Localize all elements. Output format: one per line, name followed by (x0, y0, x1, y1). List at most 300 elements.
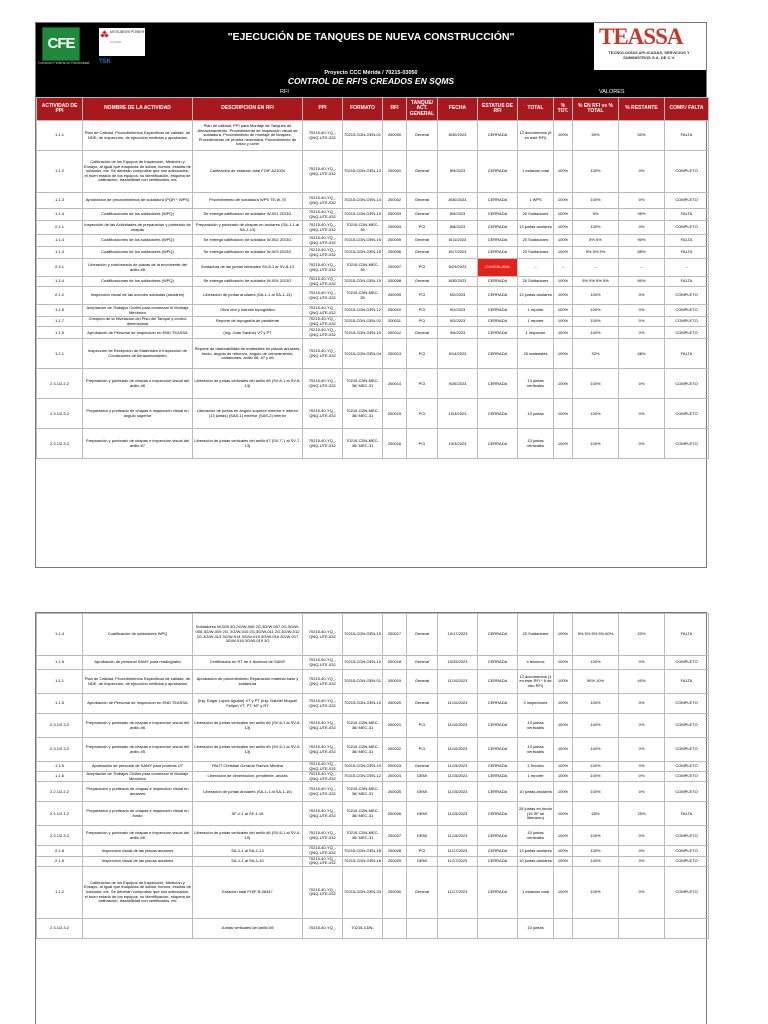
cell-estatus: CERRADA (478, 846, 518, 856)
cell-comp-falta: COMPLETO (665, 429, 709, 459)
cell-descripcion: Liberación de juntas verticales del anillo #6 (SV-6-1 al SV-6-10) (193, 826, 303, 846)
cell-estatus: CERRADA (478, 287, 518, 305)
cell-formato: 70215-CDN-GEN-15 (343, 209, 383, 221)
cell-nombre: Cualificaciones de los soldadores (WPQ) (83, 209, 193, 221)
cell-rfi: 200005 (383, 235, 407, 247)
cell-rfi: 200020 (383, 694, 407, 714)
cell-pct-rfi: 100% (573, 369, 619, 399)
cell-pct-total: 100% (554, 429, 573, 459)
cell-pct-rfi: 100% (573, 193, 619, 209)
cell-ppi: 70215-40-YQ_-QNQ-UTE-032 (303, 856, 343, 866)
cell-pct-restante: 0% (619, 782, 665, 802)
cell-fecha: 11/10/2023 (438, 670, 478, 694)
cell-comp-falta: COMPLETO (665, 714, 709, 738)
cell-total: 13 juntas anulares (518, 221, 554, 235)
cell-descripcion: Calibración de estación total FOIF A21004 (193, 151, 303, 193)
cell-pct-total: 100% (554, 209, 573, 221)
table-row (37, 247, 709, 259)
cell-descripcion: PAUT Christian Gerardo Ramos Medina (193, 762, 303, 772)
cell-pct-rfi (573, 918, 619, 938)
table-row (37, 772, 709, 782)
cell-actividad: 2.3.1/2.3.2 (37, 918, 83, 938)
cell-actividad: 2.3.1/2.3.2 (37, 714, 83, 738)
cell-actividad: 2.1.8 (37, 846, 83, 856)
cfe-logo-caption: Comisión Federal de Electricidad (38, 61, 90, 65)
cell-pct-restante: 0% (619, 305, 665, 317)
cell-ppi: 70215-40-YQ_-QNQ-UTE-032 (303, 287, 343, 305)
cell-ppi: 70215-40-YQ_-QNQ-UTE-032 (303, 259, 343, 277)
cell-descripcion: Liberación de juntas anulares (SA-1-1 al SA-1-13) (193, 287, 303, 305)
cell-comp-falta: COMPLETO (665, 305, 709, 317)
table-row (37, 918, 709, 938)
cell-pct-restante: 0% (619, 856, 665, 866)
table-row (37, 656, 709, 670)
cell-fecha: 11/10/2023 (438, 738, 478, 762)
cell-nombre: Preparación y punteado de chapas e inspección visual en ángulo superior (83, 399, 193, 429)
cell-actividad: 2.2.1/2.2.2 (37, 782, 83, 802)
cell-comp-falta (665, 918, 709, 938)
cell-ppi: 70215-40-YQ_-QNQ-UTE-032 (303, 714, 343, 738)
cell-nombre: Aprobación de procedimientos de soldadura (PQR * WPS) (83, 193, 193, 209)
cell-pct-total: 100% (554, 614, 573, 656)
cell-rfi: 200010 (383, 305, 407, 317)
mitsubishi-diamonds-icon (101, 31, 108, 37)
cell-tanque: DEMI (407, 826, 438, 846)
table-row (37, 846, 709, 856)
cell-formato: 70215-CDN-MEC-36/ MEC-31 (343, 802, 383, 826)
cell-descripcion: Certificados en RT de 4 técnicos de SAMY (193, 656, 303, 670)
cell-fecha: 11/17/2023 (438, 866, 478, 918)
cell-pct-rfi: 100% (573, 738, 619, 762)
cell-total: 10 juntas (518, 918, 554, 938)
cell-pct-restante: 50% (619, 121, 665, 151)
cell-pct-rfi: 100% (573, 287, 619, 305)
rfi-table-continued (36, 613, 709, 939)
cell-actividad: 2.1.8 (37, 856, 83, 866)
cell-tanque: PCI (407, 221, 438, 235)
cell-actividad: 2.1.2 (37, 287, 83, 305)
cell-tanque: General (407, 193, 438, 209)
table-row (37, 369, 709, 399)
cell-pct-total: 100% (554, 121, 573, 151)
cell-rfi: 200012 (383, 327, 407, 339)
cell-formato: 70215-CDN-MEC-36/ MEC-31 (343, 429, 383, 459)
cell-ppi: 70215-40-YQ_-QNQ-UTE-032 (303, 614, 343, 656)
cell-rfi: 200008 (383, 277, 407, 287)
cell-pct-restante: 0% (619, 714, 665, 738)
cell-rfi: 200014 (383, 369, 407, 399)
cell-tanque: General (407, 866, 438, 918)
table-row (37, 259, 709, 277)
cell-rfi: 200011 (383, 317, 407, 327)
cell-nombre: Preparación y punteado de chapas e inspeccion visual del anillo #5 (83, 738, 193, 762)
cell-nombre: Cualificación de soldadores WPQ (83, 614, 193, 656)
cell-formato: 70215-CDN-GEN-18 (343, 846, 383, 856)
cell-nombre: Liberación y conformado de placas de la envolvente del anillo #8 (83, 259, 193, 277)
cell-fecha: 10/25/2023 (438, 656, 478, 670)
cell-pct-rfi: 100% (573, 656, 619, 670)
cell-nombre: Aprobación de personal de SAMY para pruebas UT (83, 762, 193, 772)
cell-rfi: 200029 (383, 856, 407, 866)
column-header: ACTIVIDAD DE PPI (37, 98, 83, 121)
cell-ppi: 70215-40-YQ_-QNQ-UTE-032 (303, 305, 343, 317)
cell-pct-rfi: 100% (573, 856, 619, 866)
cell-comp-falta: COMPLETO (665, 656, 709, 670)
cell-actividad: 1.1.7 (37, 317, 83, 327)
cell-pct-rfi: 100% (573, 772, 619, 782)
cell-nombre: Calibración de los Equipos de Inspección, Medición y Ensayo, al igual que maquinas de soldar, hornos, estufas de soldador, etc. Se deberán comprobar que son adecuados, el buen estado de los equipos, su identificación, etiqueta de calibración, trazabilidad con certificados, etc (83, 151, 193, 193)
cell-total: 1 reporte (518, 305, 554, 317)
cell-pct-rfi: 50% (573, 121, 619, 151)
cell-descripcion: Estacion total FOIF B-06347 (193, 866, 303, 918)
cell-actividad: 1.1.4 (37, 614, 83, 656)
cell-pct-rfi: 100% (573, 429, 619, 459)
cell-formato: 70215-CDN-GEN-04 (343, 339, 383, 369)
cell-pct-restante: 0% (619, 846, 665, 856)
cell-pct-total: 100% (554, 782, 573, 802)
cell-descripcion: Liberación de juntas anulares (SA-1-1 al SA-1-10) (193, 782, 303, 802)
cell-actividad: 1.1.5 (37, 656, 83, 670)
cell-comp-falta: FALTA (665, 235, 709, 247)
cell-ppi: 70215-40-YQ_-QNQ-UTE-032 (303, 247, 343, 259)
cell-formato: 70215-CDN-GEN-10 (343, 694, 383, 714)
cell-nombre: Inspección de Recepción de Materiales e Inspección de Condiciones de Almacenamiento (83, 339, 193, 369)
cell-comp-falta: FALTA (665, 614, 709, 656)
cell-ppi: 70215-40-YQ_-QNQ-UTE-032 (303, 121, 343, 151)
cell-formato: 70215-CDN-GEN-15 (343, 614, 383, 656)
cell-pct-restante: 0% (619, 656, 665, 670)
cell-ppi: 70215-40-YQ_-QNQ-UTE-032 (303, 802, 343, 826)
cell-pct-rfi: 5% 5% 5% 5% (573, 277, 619, 287)
cell-tanque: PCI (407, 339, 438, 369)
cell-pct-total: 100% (554, 247, 573, 259)
column-header: ESTATUS DE RFI (478, 98, 518, 121)
cell-formato: 70215-CDN-GEN-01 (343, 121, 383, 151)
cell-tanque: PCI (407, 714, 438, 738)
table-row (37, 399, 709, 429)
cell-rfi: 200004 (383, 221, 407, 235)
cell-total: 13 juntas verticales (518, 429, 554, 459)
cell-comp-falta: FALTA (665, 339, 709, 369)
cell-descripcion: Reporte de topografía de pendiente (193, 317, 303, 327)
cell-tanque: General (407, 209, 438, 221)
cell-fecha: 8/30/2023 (438, 277, 478, 287)
cell-fecha: 8/30/2023 (438, 193, 478, 209)
table-row (37, 856, 709, 866)
cell-pct-rfi: 100% (573, 327, 619, 339)
project-label: Proyecto CCC Mérida / 70215-03050 (324, 70, 418, 76)
cell-nombre: Aprobación de personal SAMY para readiografía (83, 656, 193, 670)
cell-rfi: 200019 (383, 670, 407, 694)
cell-tanque: General (407, 327, 438, 339)
cell-actividad: 1.1.2 (37, 151, 83, 193)
cell-tanque: DEMI (407, 782, 438, 802)
cell-fecha: 8/30/2023 (438, 121, 478, 151)
cell-nombre: Cualificaciones de los soldadores (WPQ) (83, 235, 193, 247)
teassa-logo: TEASSA TECNOLOGÍAS APLICADAS, SERVICIOS Y SUMINISTROS S.A. DE C.V. (594, 23, 706, 70)
cell-rfi: 200030 (383, 866, 407, 918)
cell-ppi: 70215-40-YQ_-QNQ-UTE-032 (303, 670, 343, 694)
cell-tanque: DEMI (407, 856, 438, 866)
cell-total: 2 inspectores (518, 694, 554, 714)
cell-tanque: DEMI (407, 772, 438, 782)
cell-estatus: CERRADA (478, 802, 518, 826)
column-header: TANQUE/ ACT. GENERAL (407, 98, 438, 121)
cell-pct-restante: 0% (619, 369, 665, 399)
cell-comp-falta: -- (665, 259, 709, 277)
cell-pct-restante: 0% (619, 151, 665, 193)
cell-rfi: 200018 (383, 656, 407, 670)
cell-pct-restante: 0% (619, 866, 665, 918)
cell-fecha: 8/29/2023 (438, 259, 478, 277)
cell-pct-restante: 0% (619, 772, 665, 782)
cell-total: 13 juntas verticales (518, 738, 554, 762)
cell-pct-total: 100% (554, 846, 573, 856)
cell-fecha: 8/8/2023 (438, 221, 478, 235)
cell-pct-restante: 68% (619, 339, 665, 369)
cell-fecha: 9/2/2023 (438, 287, 478, 305)
cell-tanque: PCI (407, 846, 438, 856)
cell-fecha: 11/15/2023 (438, 772, 478, 782)
cell-estatus: CERRADA (478, 339, 518, 369)
cell-fecha: 11/15/2023 (438, 802, 478, 826)
cell-actividad: 2.1.1 (37, 221, 83, 235)
cell-pct-total: 100% (554, 772, 573, 782)
cell-estatus: CERRADA (478, 247, 518, 259)
cell-pct-restante: 0% (619, 694, 665, 714)
cell-pct-total: 100% (554, 656, 573, 670)
cell-pct-rfi: 32% (573, 339, 619, 369)
cell-pct-restante: 0% (619, 327, 665, 339)
cell-comp-falta: FALTA (665, 247, 709, 259)
cell-total: 1 estación total (518, 866, 554, 918)
cell-estatus: CERRADA (478, 782, 518, 802)
cell-pct-total: 100% (554, 369, 573, 399)
cell-actividad: 1.1.2 (37, 866, 83, 918)
cell-descripcion: Plan de calidad, PPI para Montaje de Tanques de Almacenamiento, Procedimiento de inspección visual de soldadura, Procedimiento de montaje de tanques, Procedimiento de prueba neumática, Procedimiento de tosco y corte (193, 121, 303, 151)
table-row (37, 305, 709, 317)
cell-descripcion: Juntas verticales del anillo #5 (193, 918, 303, 938)
cell-formato: 70215-CDN-MEC-35 (343, 287, 383, 305)
table-row (37, 429, 709, 459)
cell-rfi: 200021 (383, 714, 407, 738)
cell-descripcion: Obra civil y estudio topográfico (193, 305, 303, 317)
cell-pct-restante: 25% (619, 802, 665, 826)
cell-total: 20 Soldadores (518, 614, 554, 656)
cell-formato: 70215-CDN-MEC-36/ MEC-31 (343, 369, 383, 399)
cell-total: 1 reporte (518, 772, 554, 782)
cell-rfi: 200016 (383, 429, 407, 459)
cell-rfi (383, 918, 407, 938)
cell-comp-falta: FALTA (665, 670, 709, 694)
cell-formato: 70215-CDN-MEC-36/ MEC-31 (343, 714, 383, 738)
cell-rfi: 200001 (383, 151, 407, 193)
cell-pct-restante: 0% (619, 317, 665, 327)
cell-descripcion: Liberación de juntas verticales del anillo #5 (SV-5-1 al SV-5-13) (193, 738, 303, 762)
table-row (37, 738, 709, 762)
cell-pct-total: 100% (554, 694, 573, 714)
cell-estatus: CERRADA (478, 670, 518, 694)
cell-actividad: 1.1.4 (37, 235, 83, 247)
cell-tanque: General (407, 121, 438, 151)
table-row (37, 826, 709, 846)
cell-actividad: 1.1.5 (37, 327, 83, 339)
cell-nombre: Plan de Calidad, Procedimientos Especificos de calidad, de NDE, de inspección, de ejecución emitidos y aprobados (83, 670, 193, 694)
cell-pct-restante: 0% (619, 738, 665, 762)
cell-estatus: CERRADA (478, 656, 518, 670)
cell-comp-falta: COMPLETO (665, 866, 709, 918)
cell-formato: 70215-CDN-GEN-15 (343, 277, 383, 287)
table-body-page-2 (37, 614, 709, 939)
cell-rfi: 200024 (383, 772, 407, 782)
cell-estatus: CERRADA (478, 277, 518, 287)
column-header: DESCRIPCION EN RFI (193, 98, 303, 121)
cell-fecha: 10/3/2023 (438, 399, 478, 429)
cell-comp-falta: COMPLETO (665, 221, 709, 235)
cell-total: 10 juntas anulares (518, 856, 554, 866)
cell-comp-falta: COMPLETO (665, 151, 709, 193)
rfi-sheet-page-1 (35, 22, 707, 568)
cell-nombre: Inspección visual de las placas anulares (83, 846, 193, 856)
cell-pct-total (554, 918, 573, 938)
cell-nombre: Plan de Calidad, Procedimientos Especificos de calidad, de NDE, de inspección, de ejecución emitidos y aprobados (83, 121, 193, 151)
cell-pct-rfi: 5% (573, 209, 619, 221)
table-row (37, 802, 709, 826)
cell-pct-restante: 85% (619, 247, 665, 259)
cell-estatus: CERRADA (478, 856, 518, 866)
cell-ppi: 70215-40-YQ_-QNQ-UTE-032 (303, 772, 343, 782)
cell-nombre: Calibración de los Equipos de Inspección, Medición y Ensayo, al igual que maquinas de soldar, hornos, estufas de soldador, etc. Se deberán comprobar que son adecuados, el buen estado de los equipos, su identificación, etiqueta de calibración, trazabilidad con certificados, etc (83, 866, 193, 918)
cfe-logo: CFE (42, 27, 80, 61)
cell-descripcion: Reporte de rastreabilidad de materiales en placas anulares, fondo, ángulo de refuerzo, ángulo de coronamiento, cartabones, anillo #8, #7 y #6 (193, 339, 303, 369)
cell-actividad: 1.1.6 (37, 772, 83, 782)
cell-tanque: General (407, 762, 438, 772)
cell-pct-restante (619, 918, 665, 938)
cell-nombre: Preparación y punteado de chapas e inspeccion visual del anillo #6 (83, 826, 193, 846)
cell-descripcion: Liberación de juntas verticales del anillo #8 (SV-8-1 al SV-8-13) (193, 369, 303, 399)
cell-pct-restante: 0% (619, 221, 665, 235)
mitsubishi-logo: MITSUBISHI POWER POWER (99, 28, 145, 56)
cell-estatus: CERRADA (478, 738, 518, 762)
cell-total: 12 documentos (6 en este RFI) (518, 121, 554, 151)
cell-total: 20 Soldadores (518, 235, 554, 247)
cell-formato: 70215-CDN-GEN-10 (343, 327, 383, 339)
cell-descripcion: Liberación de juntas en ángulo superior exterior e interior (13 juntas) (SAS-1) exterior (SAS-2) interior (193, 399, 303, 429)
cell-nombre: Preparación y punteado de chapas e inspeccion visual del anillo #6 (83, 714, 193, 738)
cell-pct-total: 100% (554, 339, 573, 369)
cell-total: 1 reporte (518, 317, 554, 327)
cell-comp-falta: FALTA (665, 802, 709, 826)
cell-pct-restante: 0% (619, 429, 665, 459)
cell-fecha: 9/26/2023 (438, 369, 478, 399)
cell-formato: 70215-CDN-MEC-36/ MEC-31 (343, 826, 383, 846)
cell-pct-rfi: 100% (573, 762, 619, 772)
cell-pct-rfi: 5% 5% 5% 5% 60% (573, 614, 619, 656)
valores-section-label: VALORES (599, 89, 625, 95)
cell-comp-falta: COMPLETO (665, 826, 709, 846)
cell-tanque: DEMI (407, 802, 438, 826)
table-row (37, 694, 709, 714)
cell-rfi: 200006 (383, 247, 407, 259)
cell-fecha: 11/15/2023 (438, 782, 478, 802)
cell-formato: 70215-CDN-GEN-12 (343, 305, 383, 317)
cell-total: 28 juntas en fondo (16 SF se liberaron) (518, 802, 554, 826)
cell-tanque: PCI (407, 738, 438, 762)
cell-comp-falta: COMPLETO (665, 738, 709, 762)
cell-formato: 70215-CDN-GEN-12 (343, 772, 383, 782)
cell-pct-restante: -- (619, 259, 665, 277)
cell-tanque (407, 918, 438, 938)
cell-rfi: 200022 (383, 738, 407, 762)
cell-pct-restante: 95% (619, 209, 665, 221)
table-row (37, 151, 709, 193)
table-row (37, 762, 709, 772)
cell-formato: 70215-CDN-GEN-18 (343, 856, 383, 866)
cell-descripcion: Liberación de juntas verticales del anillo #7 (SV-7-1 al SV-7-13) (193, 429, 303, 459)
table-row (37, 714, 709, 738)
cell-actividad: 1.1.4 (37, 209, 83, 221)
cell-tanque: PCI (407, 369, 438, 399)
cell-pct-total: 100% (554, 151, 573, 193)
cell-rfi: 200002 (383, 193, 407, 209)
cell-pct-restante: 0% (619, 287, 665, 305)
cell-comp-falta: COMPLETO (665, 327, 709, 339)
cell-nombre: Preparación y punteado de chapas e inspeccion visual del anillo #7 (83, 429, 193, 459)
cell-fecha: 9/2/2023 (438, 317, 478, 327)
cell-tanque: General (407, 670, 438, 694)
cell-fecha: 11/15/2023 (438, 826, 478, 846)
cell-total: 13 juntas anulares (518, 287, 554, 305)
cell-ppi: 70215-40-YQ_-QNQ-UTE-032 (303, 429, 343, 459)
cell-pct-rfi: 100% (573, 399, 619, 429)
cell-descripcion: Soldadores W-005 3G,2G/W-006 2G,3G/W-007 2G,3G/W-008 3G/W-009 2G, 3G/W-010 2G,3G/W-011 2G,3G/W-012 2G,3G/W-013 3G/W-014 3G/W-015 3G/W-016 3G/W-017 3G/W-018 3G/W-019 3G (193, 614, 303, 656)
cell-ppi: 70215-40-YQ_-QNQ-UTE-032 (303, 762, 343, 772)
table-row (37, 327, 709, 339)
cell-pct-restante: 0% (619, 826, 665, 846)
cell-pct-rfi: 50% 10% (573, 670, 619, 694)
cell-nombre: Cualificaciones de los soldadores (WPQ) (83, 277, 193, 287)
cell-total: 1 Tecnico (518, 762, 554, 772)
cell-formato: 70215-CDN-GEN-15 (343, 247, 383, 259)
cell-pct-total: 100% (554, 670, 573, 694)
cell-estatus: CERRADA (478, 826, 518, 846)
cell-total: 13 juntas verticales (518, 369, 554, 399)
document-subtitle: CONTROL DE RFI'S CREADOS EN SQMS (287, 76, 455, 86)
cell-nombre (83, 918, 193, 938)
table-row (37, 866, 709, 918)
cell-total: 1 Inspector (518, 327, 554, 339)
cell-nombre: Inspección visual de las uniones soldadas (anulares) (83, 287, 193, 305)
cell-nombre: Inspección visual de las placas anulares (83, 856, 193, 866)
cell-rfi: 200015 (383, 399, 407, 429)
cell-formato: 70215-CDN-GEN-10 (343, 762, 383, 772)
cell-fecha: 11/17/2023 (438, 846, 478, 856)
cell-estatus: CERRADA (478, 327, 518, 339)
cell-pct-total: 100% (554, 221, 573, 235)
cell-total: 1 WPS (518, 193, 554, 209)
cell-comp-falta: COMPLETO (665, 369, 709, 399)
cell-descripcion: Se entrega calificación de soldador W-001 2G/3G (193, 209, 303, 221)
cell-nombre: Preparación y punteado de chapas e inspeccion visual del anillo #8 (83, 369, 193, 399)
cell-pct-total: 100% (554, 327, 573, 339)
cell-actividad: 1.1.1 (37, 670, 83, 694)
cell-fecha: 9/5/2023 (438, 327, 478, 339)
rfi-table (36, 97, 709, 459)
cell-fecha: 8/9/2023 (438, 151, 478, 193)
rfi-sheet-page-2 (35, 612, 707, 1024)
cell-comp-falta: FALTA (665, 277, 709, 287)
cell-formato: 70215-CDN-MEC-36 (343, 259, 383, 277)
